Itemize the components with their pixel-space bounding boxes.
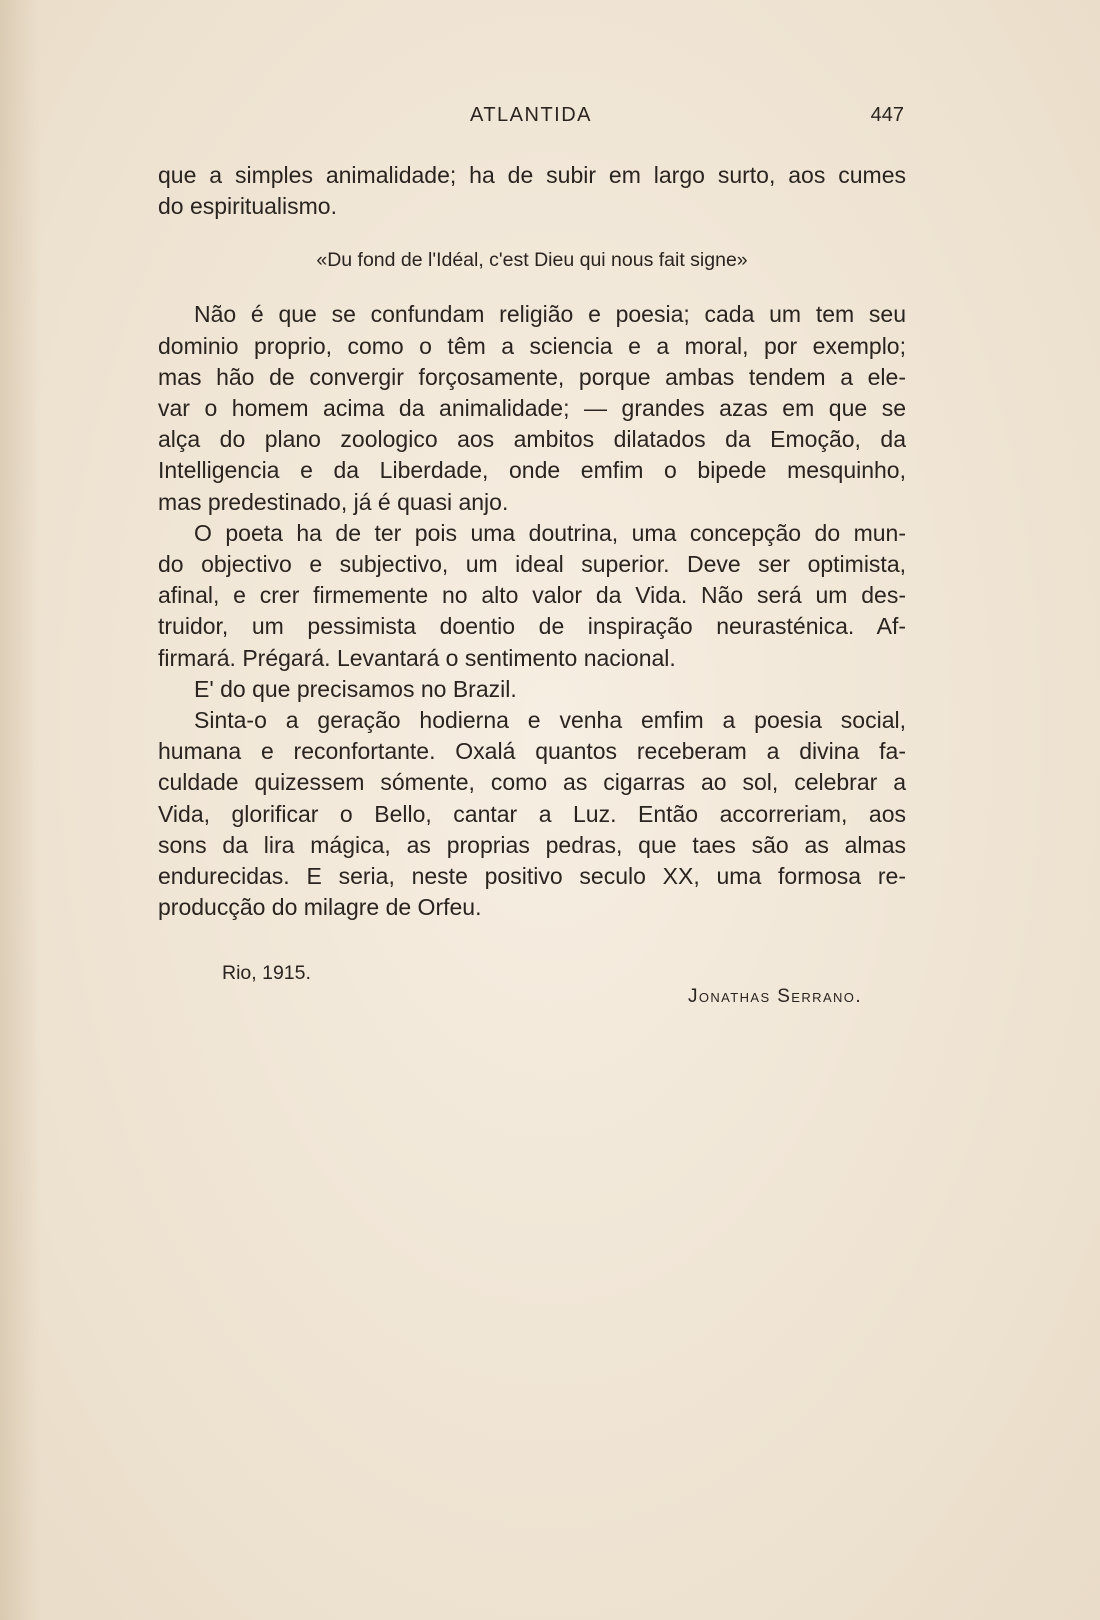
paragraph-4 bbox=[158, 674, 906, 705]
text-line: do espiritualismo. bbox=[158, 193, 337, 220]
text-line: truidor, um pessimista doentio de inspiração neurasténica. Af- bbox=[158, 613, 906, 640]
text-line: Intelligencia e da Liberdade, onde emfim o bipede mesquinho, bbox=[158, 457, 906, 484]
text-line: Vida, glorificar o Bello, cantar a Luz. Então accorreriam, aos bbox=[158, 800, 906, 827]
text-line: afinal, e crer firmemente no alto valor da Vida. Não será um des- bbox=[158, 582, 906, 609]
page-number: 447 bbox=[870, 104, 904, 126]
text-line: Sinta-o a geração hodierna e venha emfim a poesia social, bbox=[194, 707, 906, 734]
paragraph-5 bbox=[158, 705, 906, 923]
text-line: endurecidas. E seria, neste positivo seculo XX, uma formosa re- bbox=[158, 863, 906, 890]
text-line: mas predestinado, já é quasi anjo. bbox=[158, 488, 509, 515]
text-line: var o homem acima da animalidade; — grandes azas em que se bbox=[158, 395, 906, 422]
text-line: O poeta ha de ter pois uma doutrina, uma concepção do mun- bbox=[194, 519, 906, 546]
text-line: humana e reconfortante. Oxalá quantos receberam a divina fa- bbox=[158, 738, 906, 765]
paragraph-2 bbox=[158, 299, 906, 517]
signature-block bbox=[158, 962, 906, 1022]
text-line: culdade quizessem sómente, como as cigarras ao sol, celebrar a bbox=[158, 769, 906, 796]
paragraph-3 bbox=[158, 518, 906, 674]
text-line: dominio proprio, como o têm a sciencia e a moral, por exemplo; bbox=[158, 332, 906, 359]
text-line: E' do que precisamos no Brazil. bbox=[194, 675, 517, 702]
text-line: firmará. Prégará. Levantará o sentimento nacional. bbox=[158, 644, 676, 671]
text-line: producção do milagre de Orfeu. bbox=[158, 894, 482, 921]
paragraph-1 bbox=[158, 160, 906, 222]
text-line: do objectivo e subjectivo, um ideal superior. Deve ser optimista, bbox=[158, 551, 906, 578]
running-head bbox=[158, 104, 904, 132]
text-line: alça do plano zoologico aos ambitos dilatados da Emoção, da bbox=[158, 426, 906, 453]
text-line: que a simples animalidade; ha de subir em largo surto, aos cumes bbox=[158, 162, 906, 188]
running-title: ATLANTIDA bbox=[469, 104, 593, 126]
author-name: Jonathas Serrano. bbox=[687, 986, 862, 1007]
page-edge-shading bbox=[0, 0, 40, 1620]
place-date: Rio, 1915. bbox=[222, 962, 311, 984]
epigraph-quote: «Du fond de l'Idéal, c'est Dieu qui nous fait signe» bbox=[316, 249, 748, 272]
body-text bbox=[158, 160, 906, 923]
text-line: mas hão de convergir forçosamente, porque ambas tendem a ele- bbox=[158, 363, 906, 390]
text-line: sons da lira mágica, as proprias pedras, que taes são as almas bbox=[158, 831, 906, 858]
text-line: Não é que se confundam religião e poesia; cada um tem seu bbox=[194, 301, 906, 328]
